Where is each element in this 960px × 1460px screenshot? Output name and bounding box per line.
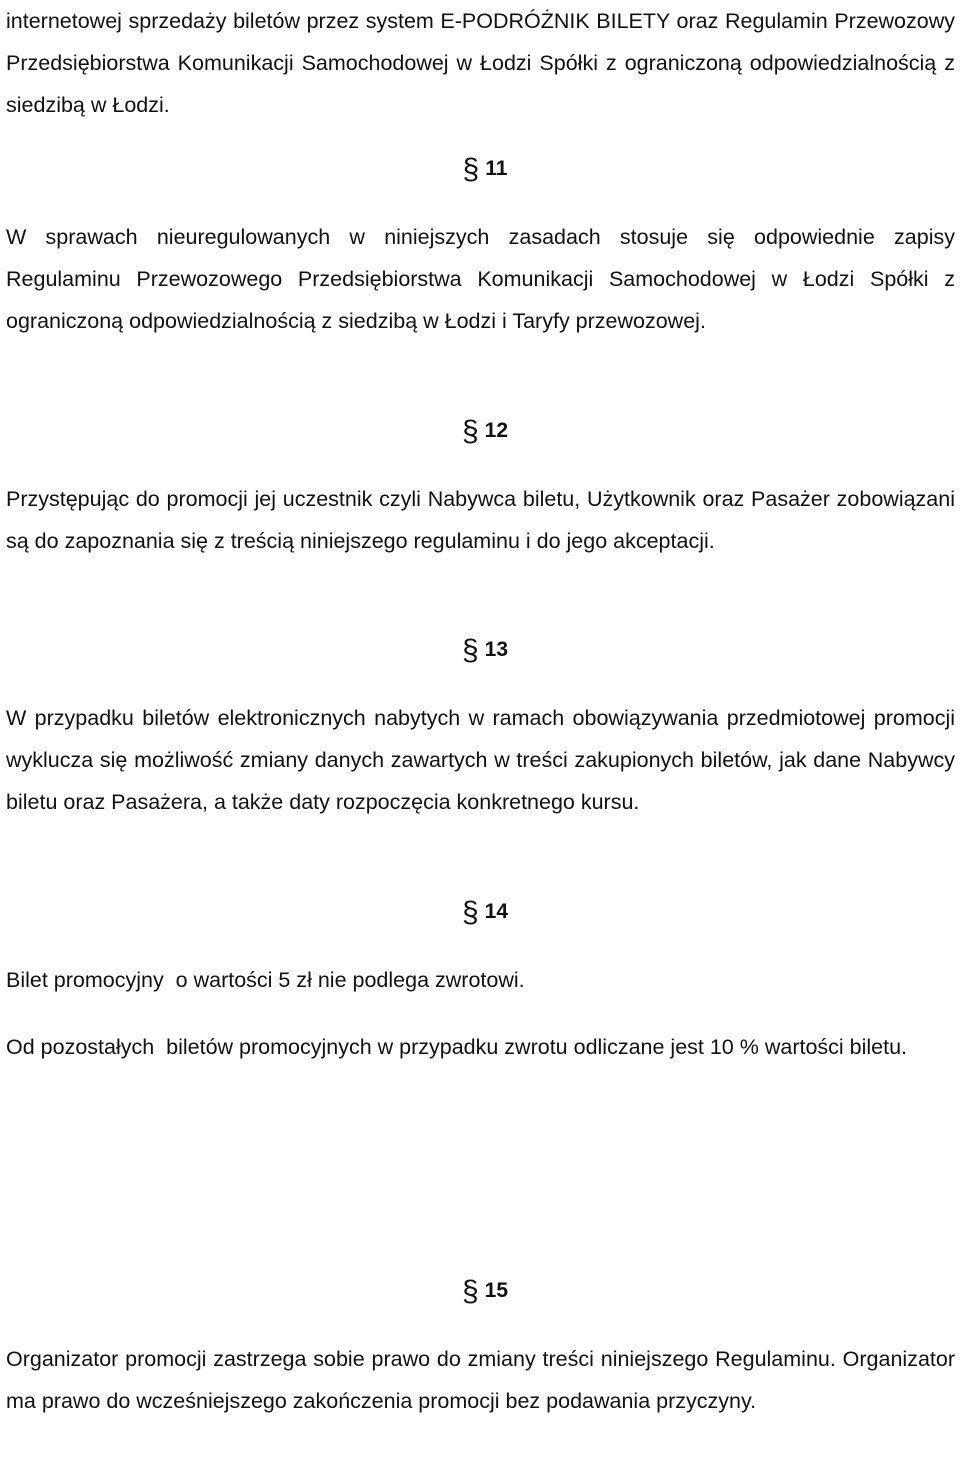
section-14-body-1 [6,959,955,1001]
section-heading-12 [0,416,960,447]
section-13-body [6,697,955,823]
section-heading-14 [0,897,960,928]
section-symbol: § [461,415,479,448]
section-number: 13 [484,638,509,661]
section-14-paragraph-2: Od pozostałych biletów promocyjnych w przypadku zwrotu odliczane jest 10 % wartości biletu. [6,1035,908,1059]
intro-paragraph-block [6,0,955,126]
section-14-paragraph-1: Bilet promocyjny o wartości 5 zł nie podlega zwrotowi. [6,968,525,992]
section-heading-11 [0,154,960,185]
section-heading-13 [0,635,960,666]
section-symbol: § [461,634,479,667]
section-12-body [6,478,955,562]
intro-paragraph: internetowej sprzedaży biletów przez system E-PODRÓŻNIK BILETY oraz Regulamin Przewozowy Przedsiębiorstwa Komunikacji Samochodowej w Łodzi Spółki z ograniczoną odpowiedzialnością z siedzibą w Łodzi. [6,9,955,117]
section-symbol: § [462,153,480,186]
section-number: 14 [484,900,509,923]
section-number: 15 [484,1279,509,1302]
section-number: 12 [484,419,509,442]
section-15-body [6,1338,955,1422]
section-13-paragraph-1: W przypadku biletów elektronicznych nabytych w ramach obowiązywania przedmiotowej promocji wyklucza się możliwość zmiany danych zawartych w treści zakupionych biletów, jak dane Nabywcy biletu oraz Pasażera, a także daty rozpoczęcia konkretnego kursu. [6,706,955,814]
section-symbol: § [461,1275,479,1308]
section-15-paragraph-1: Organizator promocji zastrzega sobie prawo do zmiany treści niniejszego Regulaminu. Organizator ma prawo do wcześniejszego zakończenia promocji bez podawania przyczyny. [6,1347,955,1413]
section-number: 11 [485,157,508,180]
section-12-paragraph-1: Przystępując do promocji jej uczestnik czyli Nabywca biletu, Użytkownik oraz Pasażer zobowiązani są do zapoznania się z treścią niniejszego regulaminu i do jego akceptacji. [6,487,955,553]
section-symbol: § [461,896,479,929]
section-14-body-2 [6,1026,955,1068]
section-heading-15 [0,1276,960,1307]
section-11-paragraph-1: W sprawach nieuregulowanych w niniejszych zasadach stosuje się odpowiednie zapisy Regulaminu Przewozowego Przedsiębiorstwa Komunikacji Samochodowej w Łodzi Spółki z ograniczoną odpowiedzialnością z siedzibą w Łodzi i Taryfy przewozowej. [6,225,955,333]
section-11-body [6,216,955,342]
